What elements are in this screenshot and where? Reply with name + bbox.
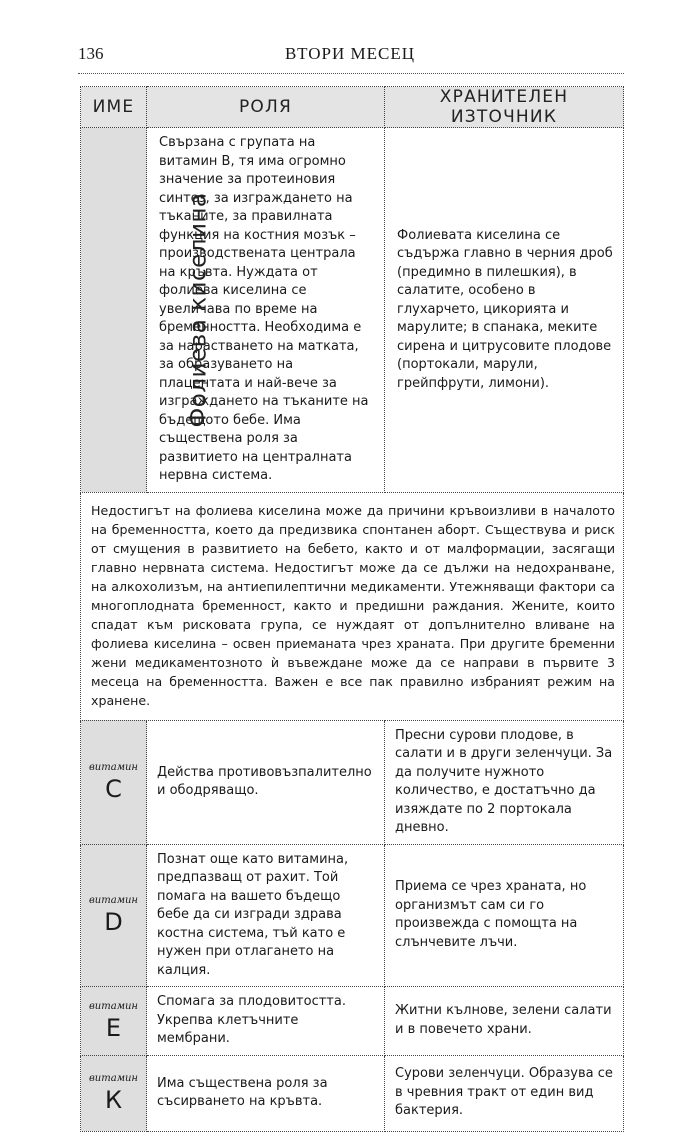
vitamin-e-row: [81, 987, 624, 1056]
vitamin-e-role: Спомага за плодовитостта. Укрепва клетъчните мембрани.: [147, 987, 385, 1056]
table-header-row: [81, 87, 624, 128]
vitamin-d-label: [81, 844, 147, 987]
vitamin-prefix: витамин: [88, 1000, 139, 1012]
running-title: ВТОРИ МЕСЕЦ: [284, 44, 416, 63]
column-header-role: РОЛЯ: [147, 87, 385, 128]
column-header-source: ХРАНИТЕЛЕН ИЗТОЧНИК: [385, 87, 624, 128]
column-header-name: ИМЕ: [81, 87, 147, 128]
folic-acid-role: Свързана с групата на витамин В, тя има огромно значение за протеиновия синтез, за изграждането на тъканите, за правилната функция на костния мозък – производствената централа на кръвта. Нуждата от фолиева киселина се увеличава по време на бременността. Необходима е за нарастването на матката, за образуването на плацентата и най-вече за изграждането на тъканите на бъдещото бебе. Има съществена роля за развитието на централната нервна система.: [147, 128, 385, 493]
vitamin-k-row: [81, 1055, 624, 1131]
vitamin-d-role: Познат още като витамина, предпазващ от рахит. Той помага на вашето бъдещо бебе да си изгради здрава костна система, тъй като е нужен при отлагането на калция.: [147, 844, 385, 987]
folic-acid-name-cell: [81, 128, 212, 493]
vitamin-e-label: [81, 987, 147, 1056]
vitamin-letter: D: [104, 908, 123, 937]
vitamin-c-label: [81, 720, 147, 844]
vitamin-letter: Е: [105, 1013, 122, 1042]
vitamin-prefix: витамин: [88, 1073, 139, 1084]
folic-acid-note: Недостигът на фолиева киселина може да причини кръвоизливи в началото на бременността, което да предизвика спонтанен аборт. Съществува и риск от смущения в развитието на бебето, както и от малформации, засягащи главно нервната система. Недостигът може да се дължи на недохранване, на алкохолизъм, на антиепилептични медикаменти. Утежняващи фактори са многоплодната бременност, както и предишни раждания. Жените, които спадат към рисковата група, се нуждаят от допълнително вливане на фолиева киселина – освен приеманата чрез храната. При другите бременни жени медикаментозното ѝ въвеждане може да се направи в първите 3 месеца на бременността. Важен е все пак правилно избраният режим на хранене.: [81, 492, 624, 720]
page-number: 136: [78, 44, 104, 63]
vitamin-c-source: Пресни сурови плодове, в салати и в други зеленчуци. За да получите нужното количество, е достатъчно да изяждате по 2 портокала дневно.: [385, 720, 624, 844]
vitamin-k-role: Има съществена роля за съсирването на кръвта.: [147, 1055, 385, 1131]
folic-acid-note-row: [81, 492, 624, 720]
vitamin-c-row: [81, 720, 624, 844]
vitamin-prefix: витамин: [88, 895, 139, 907]
vitamin-k-label: [81, 1055, 147, 1131]
vitamin-letter: К: [104, 1086, 123, 1114]
vitamin-d-row: [81, 844, 624, 987]
vitamin-prefix: витамин: [88, 762, 139, 773]
vitamin-d-source: Приема се чрез храната, но организмът сам си го произвежда с помощта на слънчевите лъчи.: [385, 844, 624, 987]
vitamin-e-source: Житни кълнове, зелени салати и в повечето храни.: [385, 987, 624, 1056]
vitamin-letter: С: [105, 775, 122, 803]
vitamin-k-source: Сурови зеленчуци. Образува се в чревния тракт от един вид бактерия.: [385, 1055, 624, 1131]
header-divider: [78, 73, 624, 74]
folic-acid-source: Фолиевата киселина се съдържа главно в черния дроб (предимно в пилешкия), в салатите, особено в глухарчето, цикорията и марулите; в спанака, меките сирена и цитрусовите плодове (портокали, марули, грейпфрути, лимони).: [385, 128, 624, 493]
folic-acid-row: [81, 128, 624, 493]
vitamin-c-role: Действа противовъзпалително и ободряващо.: [147, 720, 385, 844]
vitamins-table: [80, 86, 624, 1132]
folic-acid-name: Фолиева киселина: [185, 192, 212, 428]
